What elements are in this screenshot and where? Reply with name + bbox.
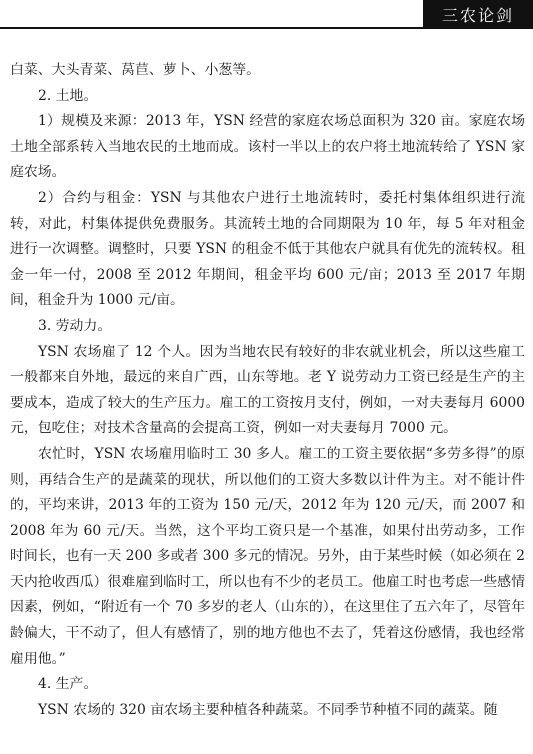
paragraph-land-scale: 1）规模及来源：2013 年，YSN 经营的家庭农场总面积为 320 亩。家庭农场土地全部系转入当地农民的土地而成。该村一半以上的农户将土地流转给了 YSN 家庭农场。 [10,113,525,181]
heading-production: 4. 生产。 [38,676,98,693]
paragraph-labor-hired: YSN 农场雇了 12 个人。因为当地农民有较好的非农就业机会，所以这些雇工一般都来自外地，最远的来自广西，山东等地。老 Y 说劳动力工资已经是生产的主要成本，造成了较大的生产压力。雇工的工资按月支付，例如，一对夫妻每月 6000 元，包吃住；对技术含量高的会提高工资，例如一对夫妻每月 7000 元。 [10,343,525,437]
paragraph-labor-temporary: 农忙时，YSN 农场雇用临时工 30 多人。雇工的工资主要依据“多劳多得”的原则，再结合生产的是蔬菜的现状，所以他们的工资大多数以计件为主。对不能计件的，平均来讲，2013 年的工资为 150 元/天，2012 年为 120 元/天，而 2007 和 2008 年为 60 元/天。当然，这个平均工资只是一个基准，如果付出劳动多，工作时间长，也有一天 200 多或者 300 多元的情况。另外，由于某些时候（如必须在 2 天内抢收西瓜）很难雇到临时工，所以也有不少的老员工。他雇工时也考虑一些感情因素，例如，“附近有一个 70 多岁的老人（山东的），在这里住了五六年了，尽管年龄偏大，干不动了，但人有感情了，别的地方他也不去了，凭着这份感情，我也经常雇用他。” [10,445,525,667]
heading-land: 2. 土地。 [38,87,98,104]
paragraph-continuation: 白菜、大头青菜、莴苣、萝卜、小葱等。 [10,62,261,78]
paragraph-production: YSN 农场的 320 亩农场主要种植各种蔬菜。不同季节种植不同的蔬菜。随 [38,701,498,718]
heading-labor: 3. 劳动力。 [38,317,112,334]
section-tag: 三农论剑 [423,0,533,29]
paragraph-land-rent: 2）合约与租金：YSN 与其他农户进行土地流转时，委托村集体组织进行流转，对此，村集体提供免费服务。其流转土地的合同期限为 10 年，每 5 年对租金进行一次调整。调整时，只要 YSN 的租金不低于其他农户就具有优先的流转权。租金一年一付，2008 至 2012 年期间，租金平均 600 元/亩；2013 至 2017 年期间，租金升为 1000 元/亩。 [10,189,525,309]
page-body [10,58,525,723]
